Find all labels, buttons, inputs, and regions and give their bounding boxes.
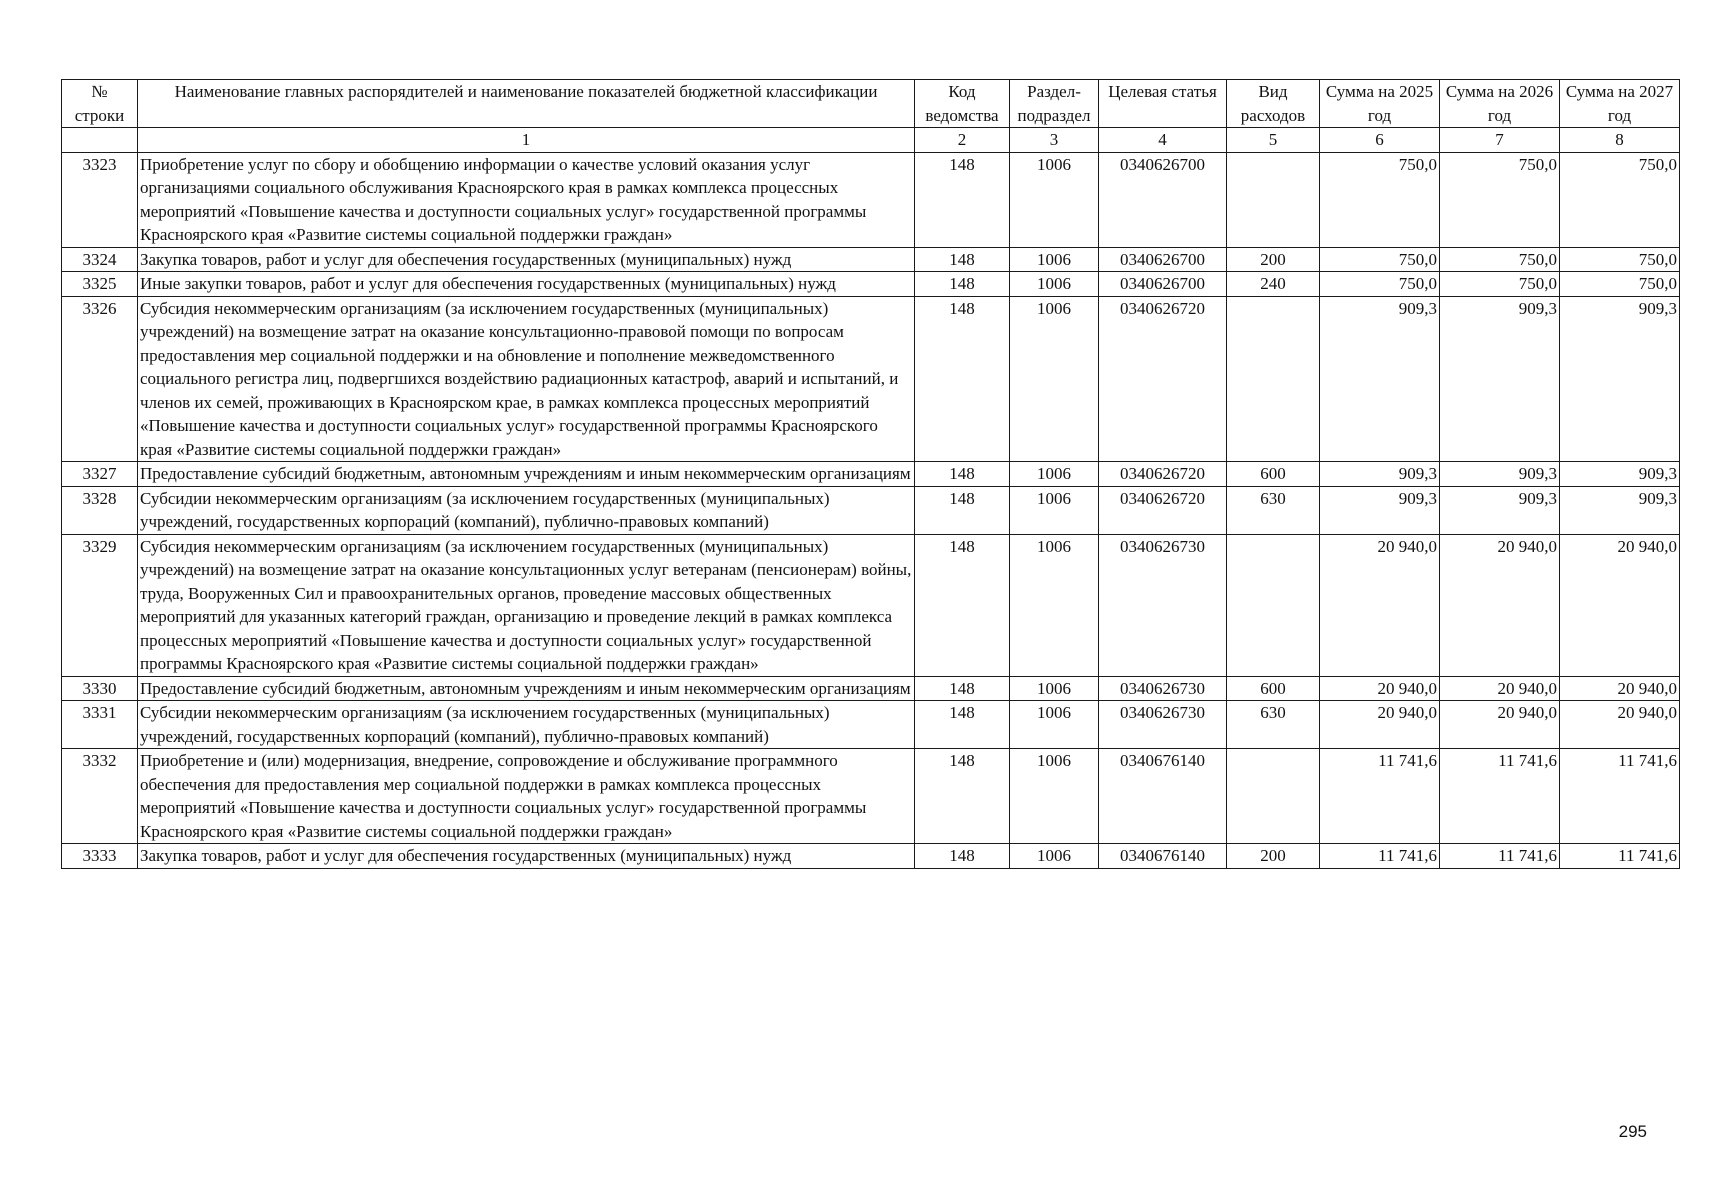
row-sum-2025: 909,3: [1320, 462, 1440, 487]
row-target-article: 0340676140: [1099, 749, 1227, 844]
row-sum-2027: 20 940,0: [1560, 701, 1680, 749]
row-expense-type: 240: [1227, 272, 1320, 297]
row-number: 3327: [62, 462, 138, 487]
row-name: Субсидия некоммерческим организациям (за исключением государственных (муниципальных) учреждений) на возмещение затрат на оказание консультационно-правовой помощи по вопросам предоставления мер социальной поддержки и на обновление и пополнение межведомственного социального регистра лиц, подвергшихся воздействию радиационных катастроф, аварий и испытаний, и членов их семей, проживающих в Красноярском крае, в рамках комплекса процессных мероприятий «Повышение качества и доступности социальных услуг» государственной программы Красноярского края «Развитие системы социальной поддержки граждан»: [138, 296, 915, 462]
row-name: Субсидии некоммерческим организациям (за исключением государственных (муниципальных) учреждений, государственных корпораций (компаний), публично-правовых компаний): [138, 701, 915, 749]
row-number: 3324: [62, 247, 138, 272]
row-number: 3323: [62, 152, 138, 247]
row-dept-code: 148: [915, 272, 1010, 297]
row-target-article: 0340626730: [1099, 676, 1227, 701]
row-dept-code: 148: [915, 676, 1010, 701]
row-sum-2025: 20 940,0: [1320, 701, 1440, 749]
column-number: 2: [915, 128, 1010, 153]
table-row: [62, 462, 1680, 487]
row-expense-type: 630: [1227, 701, 1320, 749]
row-sum-2025: 20 940,0: [1320, 534, 1440, 676]
row-sum-2026: 11 741,6: [1440, 749, 1560, 844]
column-number: 6: [1320, 128, 1440, 153]
row-name: Закупка товаров, работ и услуг для обеспечения государственных (муниципальных) нужд: [138, 844, 915, 869]
row-sum-2025: 750,0: [1320, 247, 1440, 272]
header-sum-2025: Сумма на 2025 год: [1320, 80, 1440, 128]
row-number: 3333: [62, 844, 138, 869]
row-section: 1006: [1010, 296, 1099, 462]
column-number: 4: [1099, 128, 1227, 153]
row-number: 3328: [62, 486, 138, 534]
table-row: [62, 247, 1680, 272]
row-dept-code: 148: [915, 534, 1010, 676]
row-name: Закупка товаров, работ и услуг для обеспечения государственных (муниципальных) нужд: [138, 247, 915, 272]
row-expense-type: 600: [1227, 462, 1320, 487]
row-sum-2027: 909,3: [1560, 462, 1680, 487]
row-expense-type: [1227, 296, 1320, 462]
row-sum-2026: 750,0: [1440, 247, 1560, 272]
row-sum-2026: 750,0: [1440, 272, 1560, 297]
table-row: [62, 534, 1680, 676]
row-sum-2026: 909,3: [1440, 296, 1560, 462]
table-row: [62, 844, 1680, 869]
row-sum-2025: 20 940,0: [1320, 676, 1440, 701]
row-sum-2026: 909,3: [1440, 462, 1560, 487]
header-expense-type: Вид расходов: [1227, 80, 1320, 128]
column-number: 7: [1440, 128, 1560, 153]
row-section: 1006: [1010, 534, 1099, 676]
row-name: Субсидии некоммерческим организациям (за исключением государственных (муниципальных) учреждений, государственных корпораций (компаний), публично-правовых компаний): [138, 486, 915, 534]
row-dept-code: 148: [915, 701, 1010, 749]
table-header-row: [62, 80, 1680, 128]
table-row: [62, 296, 1680, 462]
header-dept-code: Код ведомства: [915, 80, 1010, 128]
row-section: 1006: [1010, 676, 1099, 701]
row-expense-type: [1227, 534, 1320, 676]
row-name: Иные закупки товаров, работ и услуг для обеспечения государственных (муниципальных) нужд: [138, 272, 915, 297]
row-sum-2026: 20 940,0: [1440, 676, 1560, 701]
row-name: Предоставление субсидий бюджетным, автономным учреждениям и иным некоммерческим организациям: [138, 462, 915, 487]
header-sum-2026: Сумма на 2026 год: [1440, 80, 1560, 128]
row-sum-2027: 750,0: [1560, 272, 1680, 297]
row-sum-2026: 750,0: [1440, 152, 1560, 247]
row-sum-2027: 750,0: [1560, 247, 1680, 272]
row-sum-2027: 20 940,0: [1560, 676, 1680, 701]
column-number: 5: [1227, 128, 1320, 153]
row-section: 1006: [1010, 272, 1099, 297]
row-target-article: 0340626730: [1099, 534, 1227, 676]
row-expense-type: 600: [1227, 676, 1320, 701]
row-sum-2027: 909,3: [1560, 296, 1680, 462]
budget-table: [61, 79, 1680, 869]
row-target-article: 0340626700: [1099, 272, 1227, 297]
column-number: 8: [1560, 128, 1680, 153]
row-target-article: 0340676140: [1099, 844, 1227, 869]
row-section: 1006: [1010, 152, 1099, 247]
row-sum-2026: 20 940,0: [1440, 534, 1560, 676]
header-sum-2027: Сумма на 2027 год: [1560, 80, 1680, 128]
row-target-article: 0340626720: [1099, 462, 1227, 487]
header-section: Раздел-подраздел: [1010, 80, 1099, 128]
table-row: [62, 749, 1680, 844]
header-name: Наименование главных распорядителей и наименование показателей бюджетной классификации: [138, 80, 915, 128]
row-target-article: 0340626730: [1099, 701, 1227, 749]
row-name: Субсидия некоммерческим организациям (за исключением государственных (муниципальных) учреждений) на возмещение затрат на оказание консультационных услуг ветеранам (пенсионерам) войны, труда, Вооруженных Сил и правоохранительных органов, проведение массовых общественных мероприятий для указанных категорий граждан, организацию и проведение лекций в рамках комплекса процессных мероприятий «Повышение качества и доступности социальных услуг» государственной программы Красноярского края «Развитие системы социальной поддержки граждан»: [138, 534, 915, 676]
row-dept-code: 148: [915, 462, 1010, 487]
row-number: 3331: [62, 701, 138, 749]
row-section: 1006: [1010, 749, 1099, 844]
table-row: [62, 486, 1680, 534]
row-name: Приобретение услуг по сбору и обобщению информации о качестве условий оказания услуг организациями социального обслуживания Красноярского края в рамках комплекса процессных мероприятий «Повышение качества и доступности социальных услуг» государственной программы Красноярского края «Развитие системы социальной поддержки граждан»: [138, 152, 915, 247]
row-number: 3325: [62, 272, 138, 297]
row-number: 3332: [62, 749, 138, 844]
row-expense-type: [1227, 152, 1320, 247]
row-expense-type: [1227, 749, 1320, 844]
header-target-article: Целевая статья: [1099, 80, 1227, 128]
row-sum-2027: 909,3: [1560, 486, 1680, 534]
table-row: [62, 701, 1680, 749]
row-sum-2027: 750,0: [1560, 152, 1680, 247]
row-expense-type: 200: [1227, 844, 1320, 869]
row-dept-code: 148: [915, 296, 1010, 462]
row-expense-type: 200: [1227, 247, 1320, 272]
column-number: 1: [138, 128, 915, 153]
table-row: [62, 152, 1680, 247]
row-dept-code: 148: [915, 749, 1010, 844]
table-row: [62, 676, 1680, 701]
row-target-article: 0340626700: [1099, 247, 1227, 272]
row-name: Приобретение и (или) модернизация, внедрение, сопровождение и обслуживание программного обеспечения для предоставления мер социальной поддержки в рамках комплекса процессных мероприятий «Повышение качества и доступности социальных услуг» государственной программы Красноярского края «Развитие системы социальной поддержки граждан»: [138, 749, 915, 844]
row-section: 1006: [1010, 701, 1099, 749]
row-sum-2026: 909,3: [1440, 486, 1560, 534]
header-row-number: № строки: [62, 80, 138, 128]
row-section: 1006: [1010, 486, 1099, 534]
column-number-row: [62, 128, 1680, 153]
row-section: 1006: [1010, 844, 1099, 869]
row-section: 1006: [1010, 462, 1099, 487]
row-sum-2025: 909,3: [1320, 296, 1440, 462]
row-expense-type: 630: [1227, 486, 1320, 534]
row-number: 3330: [62, 676, 138, 701]
row-sum-2025: 11 741,6: [1320, 749, 1440, 844]
row-target-article: 0340626720: [1099, 296, 1227, 462]
row-dept-code: 148: [915, 152, 1010, 247]
row-number: 3326: [62, 296, 138, 462]
table-row: [62, 272, 1680, 297]
row-sum-2027: 11 741,6: [1560, 844, 1680, 869]
row-sum-2025: 750,0: [1320, 152, 1440, 247]
row-name: Предоставление субсидий бюджетным, автономным учреждениям и иным некоммерческим организациям: [138, 676, 915, 701]
row-dept-code: 148: [915, 247, 1010, 272]
row-sum-2026: 20 940,0: [1440, 701, 1560, 749]
column-number: 3: [1010, 128, 1099, 153]
column-number: [62, 128, 138, 153]
row-sum-2027: 11 741,6: [1560, 749, 1680, 844]
row-sum-2025: 750,0: [1320, 272, 1440, 297]
row-sum-2025: 909,3: [1320, 486, 1440, 534]
row-section: 1006: [1010, 247, 1099, 272]
row-dept-code: 148: [915, 486, 1010, 534]
row-sum-2025: 11 741,6: [1320, 844, 1440, 869]
row-sum-2027: 20 940,0: [1560, 534, 1680, 676]
row-target-article: 0340626720: [1099, 486, 1227, 534]
row-dept-code: 148: [915, 844, 1010, 869]
row-number: 3329: [62, 534, 138, 676]
page-number: 295: [1618, 1122, 1647, 1141]
row-sum-2026: 11 741,6: [1440, 844, 1560, 869]
row-target-article: 0340626700: [1099, 152, 1227, 247]
